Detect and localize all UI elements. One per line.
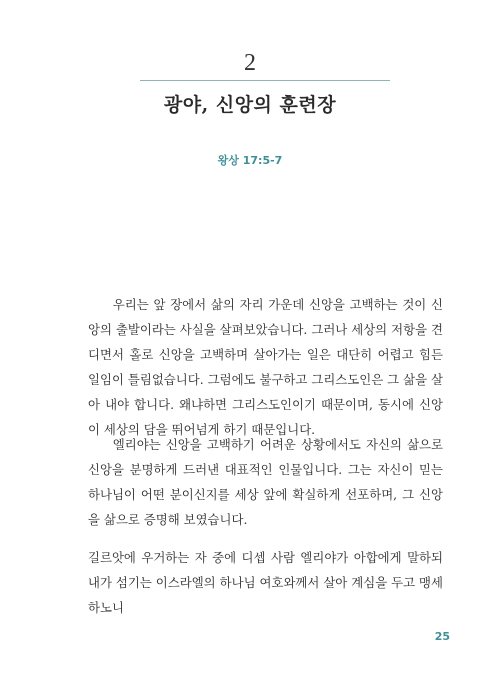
quote-text: 길르앗에 우거하는 자 중에 디셉 사람 엘리야가 아합에게 말하되 내가 섬기는 이스라엘의 하나님 여호와께서 살아 계심을 두고 맹세하노니 <box>88 550 443 615</box>
scripture-quote <box>88 545 443 620</box>
body-paragraph-1 <box>88 292 443 442</box>
page-number: 25 <box>434 630 450 643</box>
body-paragraph-2 <box>88 432 443 532</box>
paragraph-text: 엘리야는 신앙을 고백하기 어려운 상황에서도 자신의 삶으로 신앙을 분명하게 드러낸 대표적인 인물입니다. 그는 자신이 믿는 하나님이 어떤 분이신지를 세상 앞에 확실하게 선포하며, 그 신앙을 삶으로 증명해 보였습니다. <box>88 437 443 527</box>
chapter-title: 광야, 신앙의 훈련장 <box>163 94 337 116</box>
chapter-number: 2 <box>244 50 256 76</box>
paragraph-text: 우리는 앞 장에서 삶의 자리 가운데 신앙을 고백하는 것이 신앙의 출발이라는 사실을 살펴보았습니다. 그러나 세상의 저항을 견디면서 홀로 신앙을 고백하며 살아가는 일은 대단히 어렵고 힘든 일임이 틀림없습니다. 그럼에도 불구하고 그리스도인은 그 삶을 살아 내야 합니다. 왜냐하면 그리스도인이기 때문이며, 동시에 신앙이 세상의 담을 뛰어넘게 하기 때문입니다. <box>88 297 443 437</box>
chapter-divider <box>140 80 390 81</box>
scripture-reference: 왕상 17:5-7 <box>217 154 283 167</box>
